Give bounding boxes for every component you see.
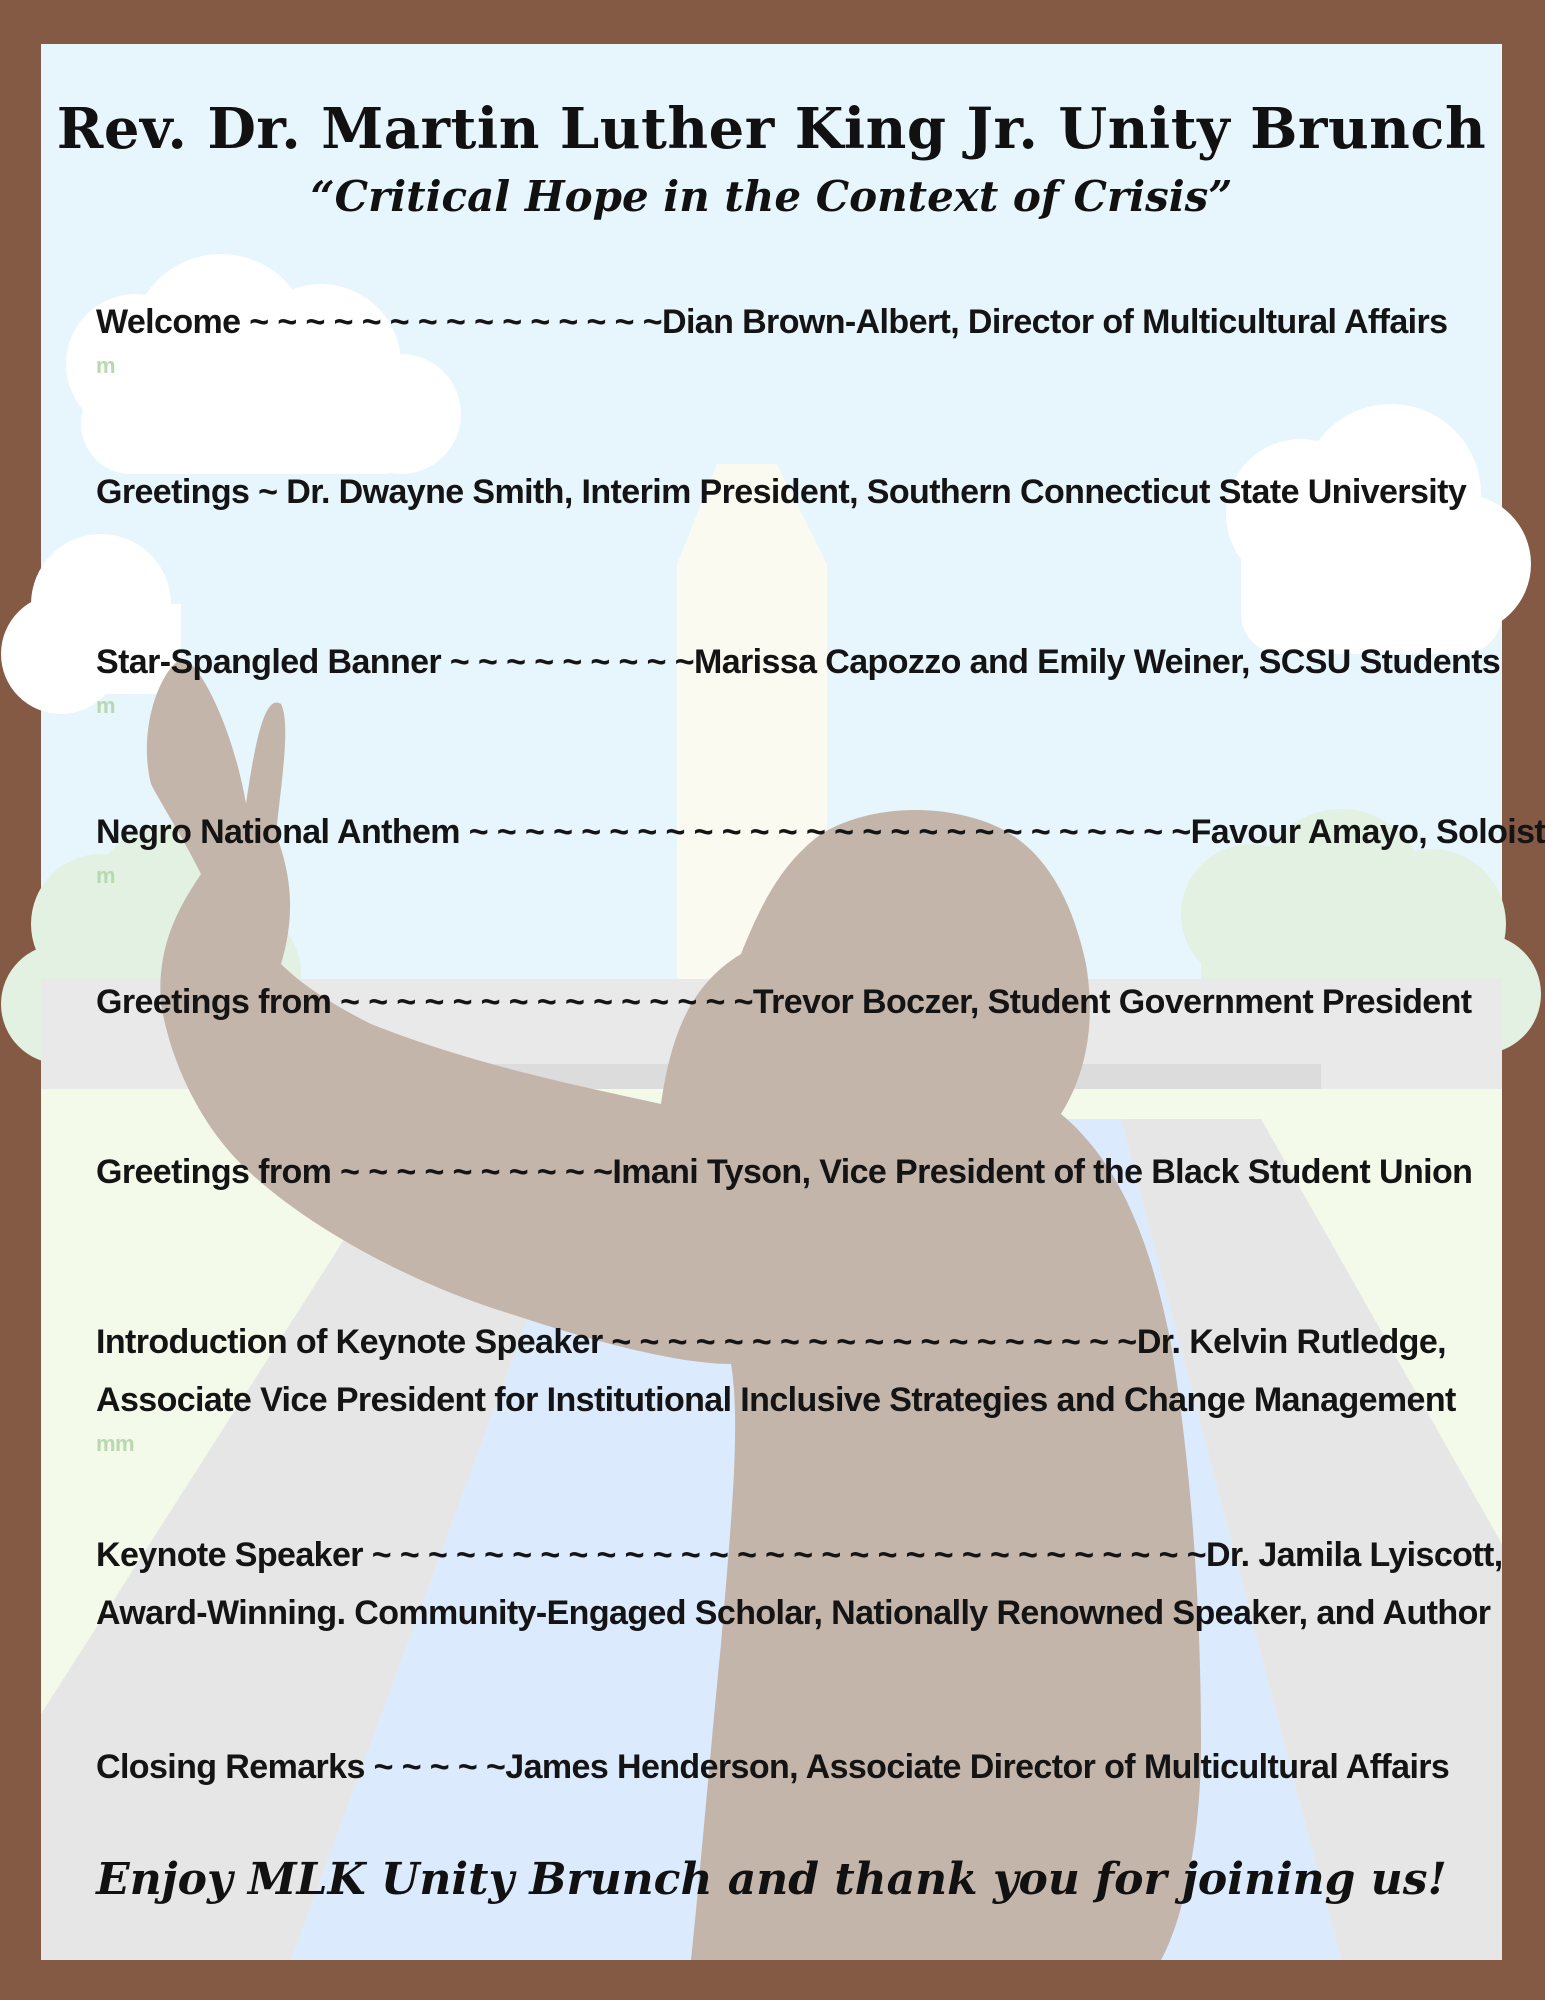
program-item-role: Closing Remarks ~ ~ ~ ~ ~ xyxy=(96,1748,506,1786)
program-item-role: Greetings from ~ ~ ~ ~ ~ ~ ~ ~ ~ ~ ~ ~ ~ ~ ~ xyxy=(96,983,753,1021)
program-item-role: Greetings ~ Dr. Dwayne Smith, Interim President, Southern Connecticut State University xyxy=(96,473,1467,511)
program-item-greetings-president xyxy=(96,463,1467,521)
stray-marker: m xyxy=(96,693,115,718)
stray-marker: mm xyxy=(96,1431,134,1456)
program-item-speaker-title: Associate Vice President for Institutional Inclusive Strategies and Change Management xyxy=(96,1381,1456,1419)
program-item-role: Introduction of Keynote Speaker ~ ~ ~ ~ ~ ~ ~ ~ ~ ~ ~ ~ ~ ~ ~ ~ ~ ~ ~ xyxy=(96,1323,1137,1361)
program-item-keynote-introduction xyxy=(96,1313,1456,1459)
program-item-speaker: Favour Amayo, Soloist xyxy=(1190,813,1545,851)
program-item-speaker: Dr. Jamila Lyiscott, xyxy=(1205,1536,1503,1574)
program-item-greetings-bsu xyxy=(96,1143,1473,1201)
program-item-speaker: Dian Brown-Albert, Director of Multicultural Affairs xyxy=(661,303,1448,341)
program-item-speaker: Trevor Boczer, Student Government President xyxy=(752,983,1472,1021)
program-item-speaker: James Henderson, Associate Director of Multicultural Affairs xyxy=(505,1748,1450,1786)
program-page xyxy=(41,44,1545,1960)
program-item-role: Welcome ~ ~ ~ ~ ~ ~ ~ ~ ~ ~ ~ ~ ~ ~ ~ xyxy=(96,303,662,341)
program-item-speaker-title: Award-Winning. Community-Engaged Scholar, Nationally Renowned Speaker, and Author xyxy=(96,1594,1491,1632)
program-item-speaker: Dr. Kelvin Rutledge, xyxy=(1136,1323,1446,1361)
program-item-welcome xyxy=(96,293,1446,381)
closing-message: Enjoy MLK Unity Brunch and thank you for joining us! xyxy=(96,1854,1447,1905)
program-item-speaker: Marissa Capozzo and Emily Weiner, SCSU Students xyxy=(693,643,1501,681)
program-item-role: Keynote Speaker ~ ~ ~ ~ ~ ~ ~ ~ ~ ~ ~ ~ ~ ~ ~ ~ ~ ~ ~ ~ ~ ~ ~ ~ ~ ~ ~ ~ ~ ~ xyxy=(96,1536,1206,1574)
program-content xyxy=(41,44,1545,1960)
program-item-speaker: Imani Tyson, Vice President of the Black Student Union xyxy=(612,1153,1473,1191)
stray-marker: m xyxy=(96,353,115,378)
program-item-keynote-speaker xyxy=(96,1526,1503,1642)
program-item-greetings-sga xyxy=(96,973,1472,1031)
program-item-role: Greetings from ~ ~ ~ ~ ~ ~ ~ ~ ~ ~ xyxy=(96,1153,613,1191)
program-item-role: Star-Spangled Banner ~ ~ ~ ~ ~ ~ ~ ~ ~ xyxy=(96,643,694,681)
page-subtitle: “Critical Hope in the Context of Crisis” xyxy=(310,172,1233,221)
program-item-role: Negro National Anthem ~ ~ ~ ~ ~ ~ ~ ~ ~ ~ ~ ~ ~ ~ ~ ~ ~ ~ ~ ~ ~ ~ ~ ~ ~ ~ xyxy=(96,813,1191,851)
program-item-closing-remarks xyxy=(96,1738,1450,1796)
stray-marker: m xyxy=(96,863,115,888)
program-item-negro-national-anthem xyxy=(96,803,1545,891)
program-item-star-spangled-banner xyxy=(96,633,1501,721)
page-title: Rev. Dr. Martin Luther King Jr. Unity Brunch xyxy=(56,96,1487,162)
